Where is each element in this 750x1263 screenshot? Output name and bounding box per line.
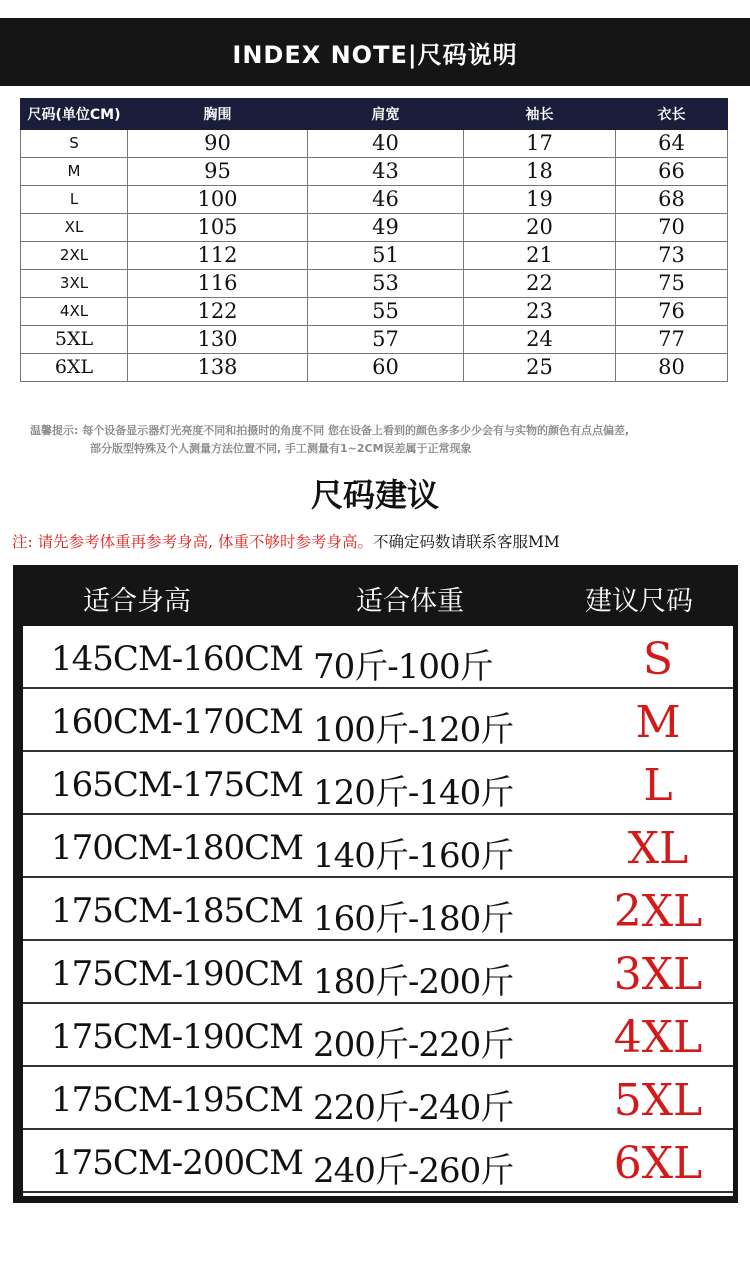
size-cell: 6XL (21, 354, 128, 382)
table-row (21, 214, 728, 242)
banner-title: INDEX NOTE|尺码说明 (232, 40, 518, 69)
size-cell: XL (21, 214, 128, 242)
measure-cell: 70 (616, 214, 728, 242)
measure-cell: 20 (464, 214, 616, 242)
suggested-size: M (635, 697, 681, 748)
measure-cell: 90 (128, 130, 308, 158)
weight-range: 240斤-260斤 (313, 1151, 514, 1191)
measure-cell: 122 (128, 298, 308, 326)
measure-cell: 24 (464, 326, 616, 354)
measure-cell: 100 (128, 186, 308, 214)
measure-cell: 40 (308, 130, 464, 158)
measure-cell: 18 (464, 158, 616, 186)
measure-cell: 23 (464, 298, 616, 326)
measure-cell: 105 (128, 214, 308, 242)
measure-cell: 17 (464, 130, 616, 158)
header-size: 尺码(单位CM) (21, 99, 128, 130)
measure-cell: 68 (616, 186, 728, 214)
weight-range: 220斤-240斤 (313, 1088, 514, 1128)
list-item (23, 815, 733, 878)
header-height: 适合身高 (83, 586, 191, 617)
weight-range: 160斤-180斤 (313, 899, 514, 939)
size-chart-table (20, 98, 728, 382)
recommend-header-row (13, 565, 738, 625)
measure-cell: 76 (616, 298, 728, 326)
table-row (21, 298, 728, 326)
size-cell: L (21, 186, 128, 214)
list-item (23, 941, 733, 1004)
measure-cell: 138 (128, 354, 308, 382)
height-range: 170CM-180CM (51, 828, 303, 868)
tip-line-1: 温馨提示: 每个设备显示器灯光亮度不同和拍摄时的角度不同 您在设备上看到的颜色多多少少会有与实物的颜色有点点偏差, (30, 424, 630, 437)
measure-cell: 66 (616, 158, 728, 186)
list-item (23, 752, 733, 815)
measure-cell: 57 (308, 326, 464, 354)
measure-cell: 22 (464, 270, 616, 298)
table-row (21, 270, 728, 298)
weight-range: 140斤-160斤 (313, 836, 514, 876)
tip-note (30, 422, 730, 458)
notice-black-text: 不确定码数请联系客服MM (373, 533, 560, 551)
table-row (21, 242, 728, 270)
recommend-table (13, 565, 738, 1203)
list-item (23, 1067, 733, 1130)
height-range: 175CM-185CM (51, 891, 303, 931)
table-row (21, 130, 728, 158)
size-cell: 4XL (21, 298, 128, 326)
measure-cell: 95 (128, 158, 308, 186)
height-range: 175CM-190CM (51, 954, 303, 994)
suggested-size: L (643, 760, 673, 811)
measure-cell: 73 (616, 242, 728, 270)
header-weight: 适合体重 (356, 586, 464, 617)
recommend-notice (12, 530, 748, 552)
height-range: 175CM-195CM (51, 1080, 303, 1120)
height-range: 165CM-175CM (51, 765, 303, 805)
suggested-size: S (642, 634, 674, 685)
size-cell: 3XL (21, 270, 128, 298)
measure-cell: 21 (464, 242, 616, 270)
header-length: 衣长 (616, 99, 728, 130)
measure-cell: 43 (308, 158, 464, 186)
list-item (23, 1004, 733, 1067)
suggested-size: 6XL (613, 1138, 703, 1189)
measure-cell: 112 (128, 242, 308, 270)
suggested-size: XL (627, 823, 689, 874)
title-banner (0, 18, 750, 86)
weight-range: 200斤-220斤 (313, 1025, 514, 1065)
suggested-size: 3XL (613, 949, 703, 1000)
suggested-size: 2XL (613, 886, 703, 937)
height-range: 175CM-190CM (51, 1017, 303, 1057)
suggested-size: 5XL (613, 1075, 703, 1126)
measure-cell: 53 (308, 270, 464, 298)
tip-line-2: 部分版型特殊及个人测量方法位置不同, 手工测量有1~2CM误差属于正常现象 (90, 442, 472, 455)
weight-range: 180斤-200斤 (313, 962, 514, 1002)
table-row (21, 158, 728, 186)
header-sleeve: 袖长 (464, 99, 616, 130)
table-row (21, 326, 728, 354)
table-row (21, 186, 728, 214)
measure-cell: 116 (128, 270, 308, 298)
notice-red-text: 注: 请先参考体重再参考身高, 体重不够时参考身高。 (12, 533, 374, 551)
size-table-header-row (21, 99, 728, 130)
measure-cell: 75 (616, 270, 728, 298)
measure-cell: 46 (308, 186, 464, 214)
header-shoulder: 肩宽 (308, 99, 464, 130)
height-range: 175CM-200CM (51, 1143, 303, 1183)
size-cell: 2XL (21, 242, 128, 270)
header-suggested-size: 建议尺码 (585, 586, 693, 617)
measure-cell: 19 (464, 186, 616, 214)
height-range: 145CM-160CM (51, 639, 303, 679)
list-item (23, 689, 733, 752)
recommend-body (23, 626, 733, 1196)
measure-cell: 77 (616, 326, 728, 354)
list-item (23, 1130, 733, 1193)
recommend-title: 尺码建议 (310, 476, 439, 514)
size-cell: S (21, 130, 128, 158)
suggested-size: 4XL (613, 1012, 703, 1063)
measure-cell: 55 (308, 298, 464, 326)
measure-cell: 60 (308, 354, 464, 382)
measure-cell: 49 (308, 214, 464, 242)
list-item (23, 626, 733, 689)
size-cell: M (21, 158, 128, 186)
measure-cell: 51 (308, 242, 464, 270)
header-chest: 胸围 (128, 99, 308, 130)
weight-range: 70斤-100斤 (313, 647, 493, 687)
measure-cell: 130 (128, 326, 308, 354)
measure-cell: 80 (616, 354, 728, 382)
list-item (23, 878, 733, 941)
height-range: 160CM-170CM (51, 702, 303, 742)
measure-cell: 25 (464, 354, 616, 382)
size-cell: 5XL (21, 326, 128, 354)
measure-cell: 64 (616, 130, 728, 158)
weight-range: 100斤-120斤 (313, 710, 514, 750)
table-row (21, 354, 728, 382)
weight-range: 120斤-140斤 (313, 773, 514, 813)
